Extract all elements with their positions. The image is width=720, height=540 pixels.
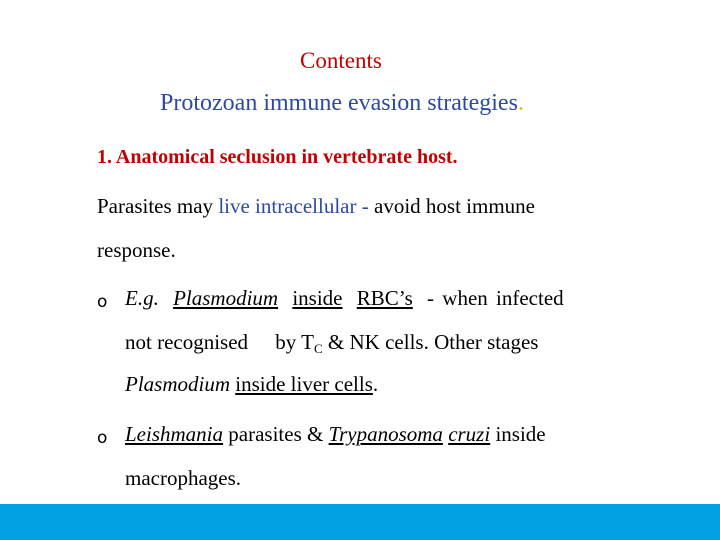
bullet-2-line-1 xyxy=(125,422,546,447)
subtitle-dot: . xyxy=(517,90,524,116)
eg-text: E.g. xyxy=(125,286,159,310)
bullet-marker-2: o xyxy=(97,428,108,448)
parasites-text: parasites & xyxy=(223,422,329,446)
inside-text: inside xyxy=(292,286,343,310)
subtitle-text: Protozoan immune evasion strategies xyxy=(160,90,518,116)
paragraph-line-1 xyxy=(97,194,535,219)
rbc-text: RBC’s xyxy=(356,286,413,310)
bullet-marker-1: o xyxy=(97,292,108,312)
plasmodium-text: Plasmodium xyxy=(173,286,279,310)
bullet-1-line-3 xyxy=(125,372,378,397)
when-infected-text: - when infected xyxy=(427,286,564,310)
by-tc-text: by $T_C$ xyxy=(275,330,323,356)
slide-title: Contents xyxy=(300,48,382,73)
liver-period: . xyxy=(372,372,379,396)
bullet-1-line-1 xyxy=(125,286,564,311)
paragraph-line-2: response. xyxy=(97,238,176,262)
plasmodium-text-2: Plasmodium xyxy=(125,372,230,396)
not-recognised-text: not recognised xyxy=(125,330,249,354)
cruzi-text: cruzi xyxy=(448,422,491,446)
footer-bar xyxy=(0,504,720,540)
trypanosoma-text: Trypanosoma xyxy=(328,422,443,446)
bullet-2-line-2: macrophages. xyxy=(125,466,242,490)
para-text-2: live intracellular - xyxy=(218,194,374,218)
leishmania-text: Leishmania xyxy=(125,422,224,446)
para-text-3: avoid host immune xyxy=(374,194,535,218)
slide-subtitle xyxy=(160,90,524,117)
bullet-1-line-2 xyxy=(125,330,538,355)
section-heading: 1. Anatomical seclusion in vertebrate host. xyxy=(97,146,458,168)
inside-text-2: inside xyxy=(490,422,546,446)
nk-text: & NK cells. Other stages xyxy=(322,330,539,354)
para-text-1: Parasites may xyxy=(97,194,219,218)
liver-cells-text: inside liver cells xyxy=(235,372,373,396)
tc-subscript: C xyxy=(314,341,323,356)
